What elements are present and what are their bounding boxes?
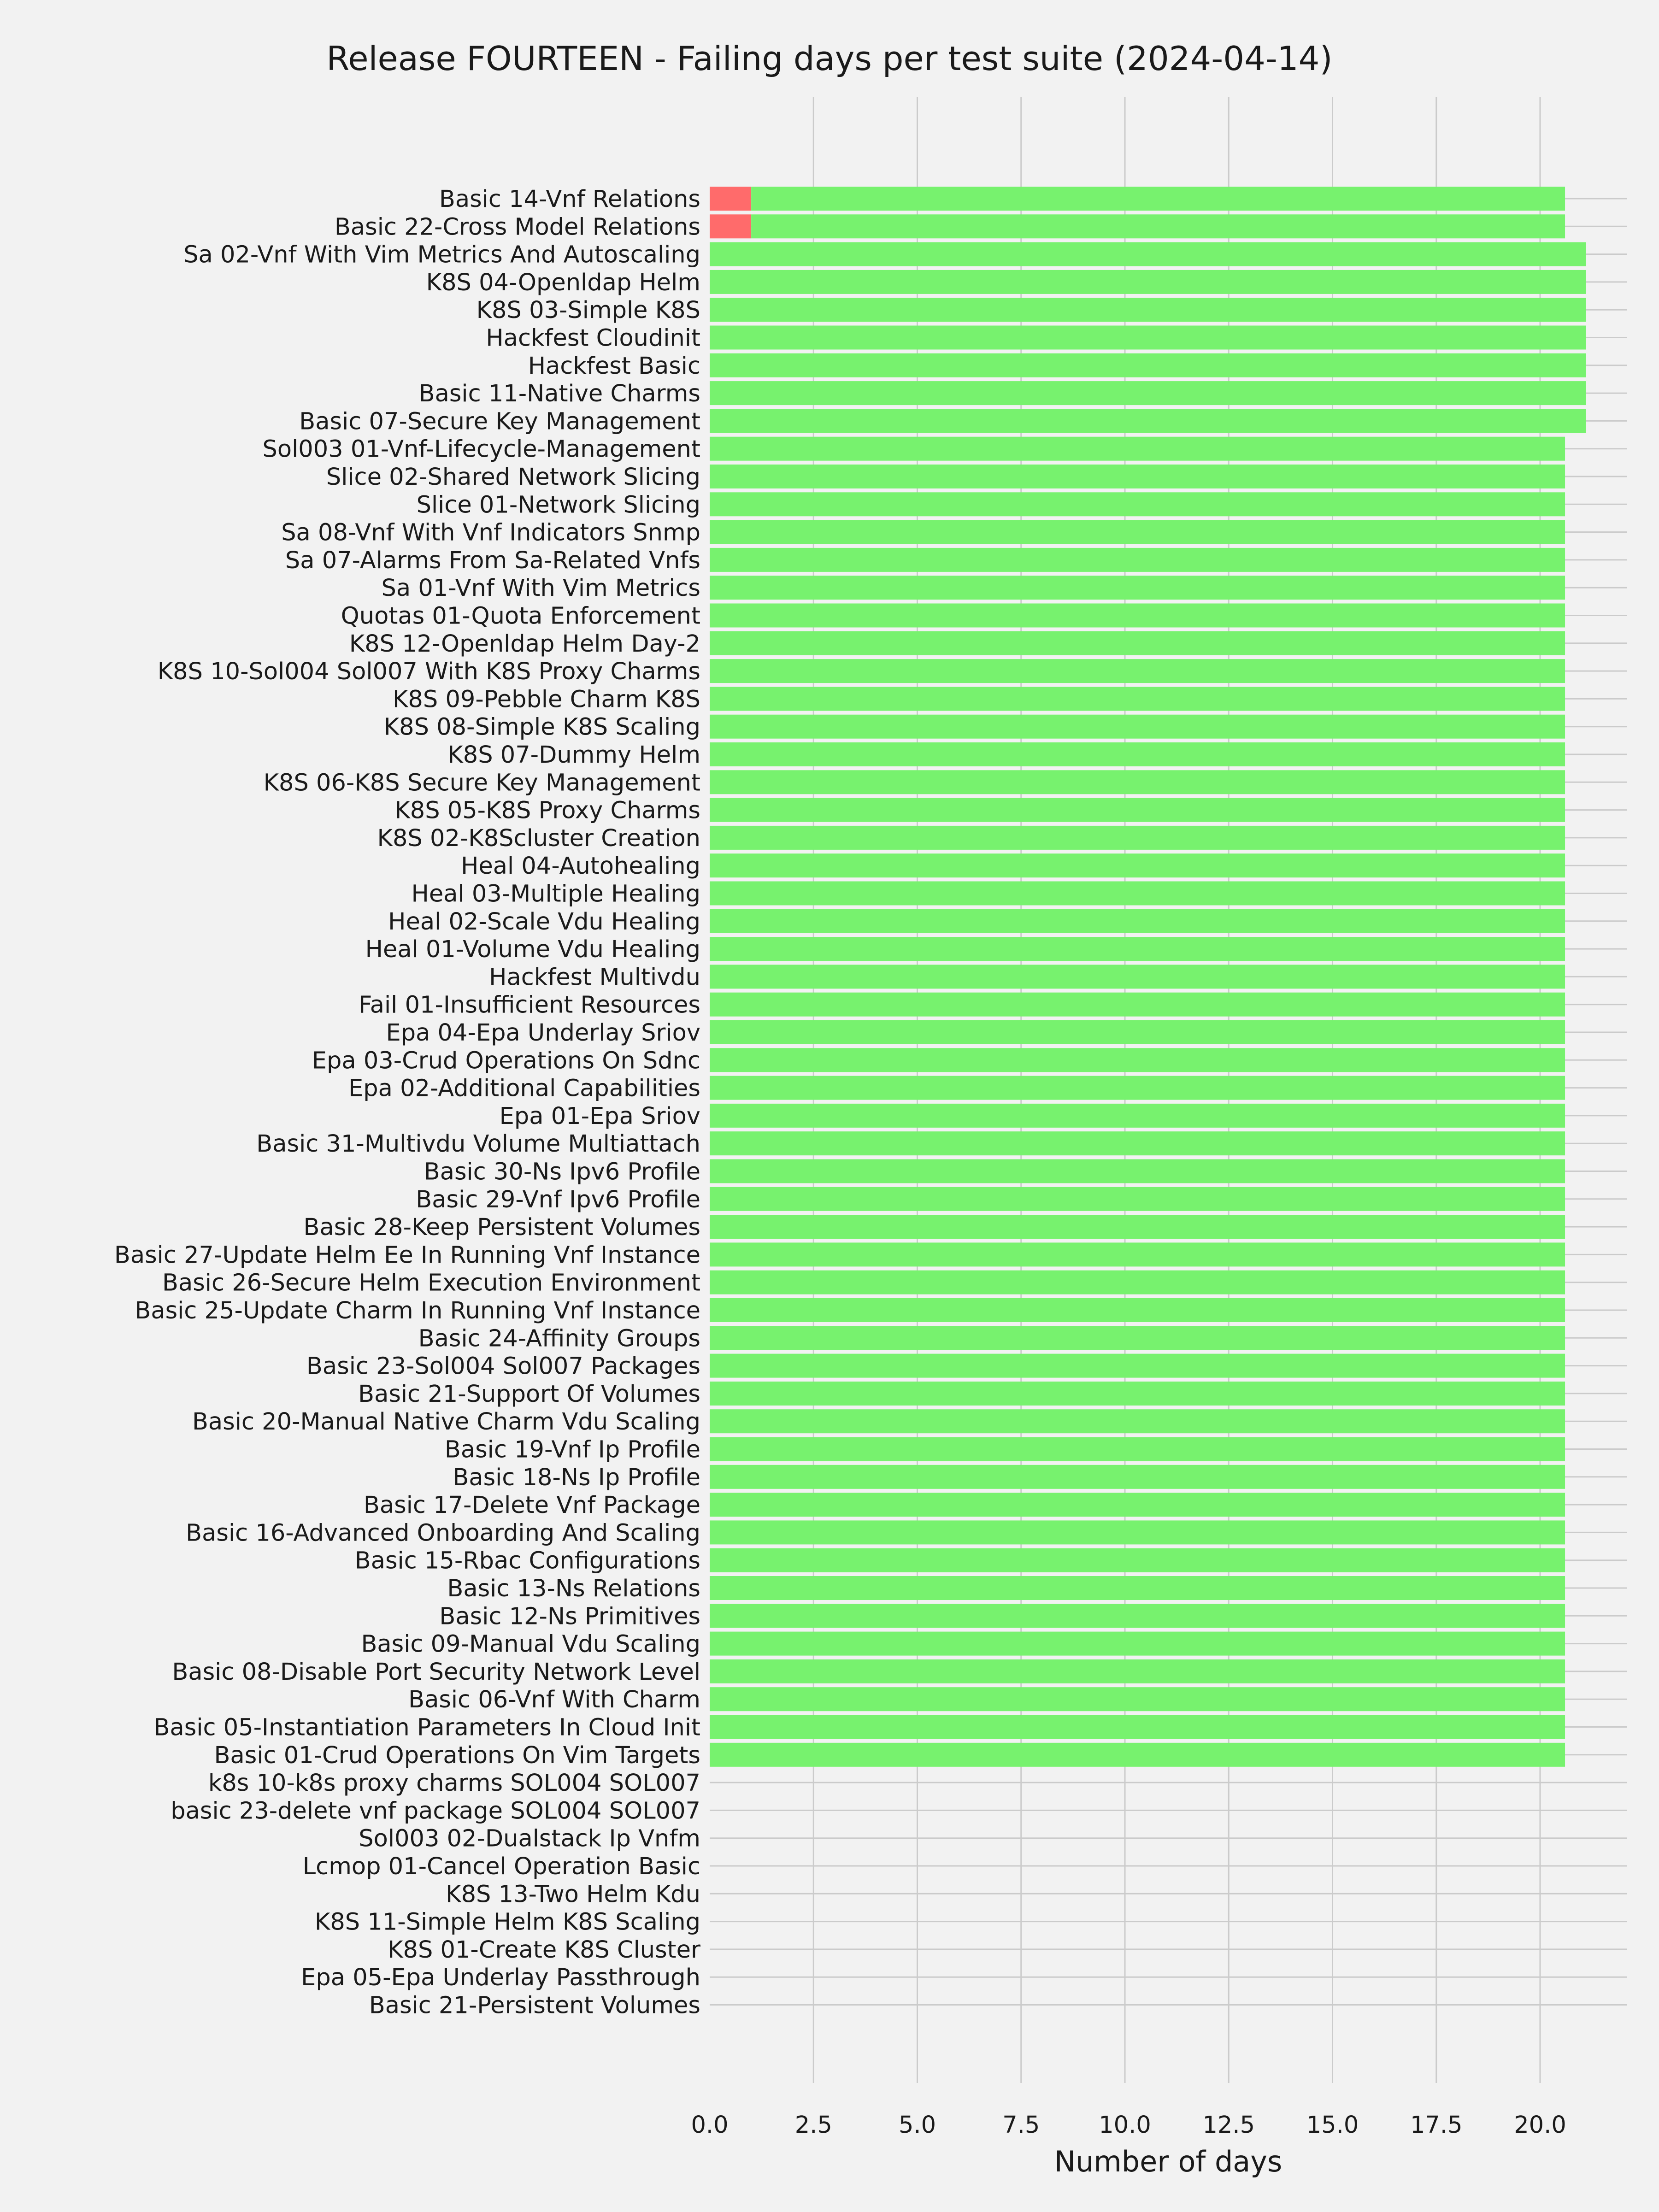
bar-passing <box>710 631 1565 655</box>
bar-passing <box>710 1659 1565 1683</box>
y-tick-label: Sol003 02-Dualstack Ip Vnfm <box>359 1825 700 1853</box>
bar-passing <box>710 1242 1565 1266</box>
y-tick-label: Basic 28-Keep Persistent Volumes <box>303 1214 700 1241</box>
y-tick-label: K8S 08-Simple K8S Scaling <box>383 713 700 741</box>
y-tick-label: Lcmop 01-Cancel Operation Basic <box>302 1853 700 1880</box>
y-tick-label: Basic 31-Multivdu Volume Multiattach <box>256 1130 700 1158</box>
bar-passing <box>710 242 1586 266</box>
bar-passing <box>710 1548 1565 1572</box>
bar-passing <box>710 1604 1565 1628</box>
y-tick-label: Slice 02-Shared Network Slicing <box>326 464 700 491</box>
y-tick-label: Basic 13-Ns Relations <box>447 1575 700 1602</box>
bar-passing <box>710 882 1565 906</box>
x-tick-label: 2.5 <box>794 2112 832 2139</box>
bar-failing <box>710 214 751 238</box>
y-tick-label: basic 23-delete vnf package SOL004 SOL007 <box>171 1797 700 1825</box>
bar-passing <box>710 742 1565 766</box>
y-tick-label: Hackfest Basic <box>528 352 700 380</box>
x-tick-label: 12.5 <box>1202 2112 1255 2139</box>
y-tick-label: Basic 06-Vnf With Charm <box>408 1686 700 1714</box>
y-tick-label: K8S 13-Two Helm Kdu <box>446 1881 700 1908</box>
y-tick-label: Heal 01-Volume Vdu Healing <box>365 936 700 964</box>
y-tick-label: k8s 10-k8s proxy charms SOL004 SOL007 <box>208 1770 700 1797</box>
bar-passing <box>710 465 1565 488</box>
y-tick-label: Basic 23-Sol004 Sol007 Packages <box>306 1353 700 1380</box>
y-tick-label: Basic 29-Vnf Ipv6 Profile <box>416 1186 700 1213</box>
y-tick-label: K8S 04-Openldap Helm <box>426 269 700 296</box>
bar-passing <box>710 937 1565 961</box>
y-tick-label: Basic 09-Manual Vdu Scaling <box>361 1630 700 1658</box>
y-tick-label: K8S 01-Create K8S Cluster <box>388 1936 700 1964</box>
y-tick-label: Sa 02-Vnf With Vim Metrics And Autoscaling <box>183 241 700 269</box>
y-tick-label: K8S 05-K8S Proxy Charms <box>394 797 700 824</box>
bar-passing <box>710 298 1586 322</box>
y-tick-label: Heal 02-Scale Vdu Healing <box>388 908 700 935</box>
bar-passing <box>710 492 1565 516</box>
bar-passing <box>710 965 1565 988</box>
bar-passing <box>710 1271 1565 1294</box>
y-tick-label: Fail 01-Insufficient Resources <box>359 991 700 1019</box>
y-tick-label: Epa 03-Crud Operations On Sdnc <box>312 1047 700 1075</box>
bar-failing <box>710 187 751 211</box>
y-tick-label: Basic 30-Ns Ipv6 Profile <box>424 1158 700 1186</box>
bar-passing <box>710 1298 1565 1322</box>
bar-passing <box>710 798 1565 822</box>
x-tick-label: 17.5 <box>1410 2112 1463 2139</box>
y-tick-label: K8S 12-Openldap Helm Day-2 <box>349 630 700 658</box>
y-tick-label: K8S 09-Pebble Charm K8S <box>392 686 700 713</box>
bar-passing <box>710 548 1565 572</box>
x-tick-label: 10.0 <box>1099 2112 1151 2139</box>
bar-passing <box>710 715 1565 739</box>
y-tick-label: Basic 08-Disable Port Security Network Level <box>172 1658 700 1686</box>
bar-passing <box>710 1687 1565 1711</box>
bar-passing <box>710 1493 1565 1517</box>
bar-passing <box>710 826 1565 850</box>
y-tick-label: Basic 12-Ns Primitives <box>439 1603 700 1630</box>
bar-passing <box>710 1382 1565 1406</box>
bar-passing <box>710 1715 1565 1739</box>
bar-passing <box>710 1354 1565 1378</box>
y-tick-label: Sa 08-Vnf With Vnf Indicators Snmp <box>281 519 700 547</box>
bar-passing <box>710 1048 1565 1072</box>
y-tick-label: Basic 11-Native Charms <box>418 380 700 408</box>
chart-title: Release FOURTEEN - Failing days per test suite (2024-04-14) <box>326 39 1333 78</box>
bar-passing <box>710 381 1586 405</box>
y-tick-label: Hackfest Cloudinit <box>486 324 700 352</box>
bar-passing <box>710 1632 1565 1656</box>
bar-passing <box>710 687 1565 711</box>
bar-passing <box>710 1465 1565 1489</box>
y-tick-label: K8S 07-Dummy Helm <box>447 741 700 769</box>
bar-passing <box>710 1215 1565 1239</box>
y-tick-label: Epa 05-Epa Underlay Passthrough <box>301 1964 700 1992</box>
y-tick-label: K8S 02-K8Scluster Creation <box>377 824 700 852</box>
y-tick-label: Basic 17-Delete Vnf Package <box>363 1492 700 1519</box>
bar-passing <box>751 187 1565 211</box>
y-tick-label: Sol003 01-Vnf-Lifecycle-Management <box>262 435 700 463</box>
bar-passing <box>710 1326 1565 1350</box>
y-tick-label: Basic 20-Manual Native Charm Vdu Scaling <box>192 1408 700 1436</box>
y-tick-label: K8S 03-Simple K8S <box>476 297 700 324</box>
bar-passing <box>710 1104 1565 1128</box>
y-tick-label: Basic 26-Secure Helm Execution Environment <box>162 1269 700 1297</box>
y-tick-label: Quotas 01-Quota Enforcement <box>341 602 700 630</box>
bar-passing <box>710 993 1565 1017</box>
bar-passing <box>710 520 1565 544</box>
y-tick-label: Epa 02-Additional Capabilities <box>348 1075 700 1102</box>
y-tick-label: Basic 27-Update Helm Ee In Running Vnf Instance <box>114 1241 700 1269</box>
bar-passing <box>710 1437 1565 1461</box>
y-tick-label: Epa 04-Epa Underlay Sriov <box>386 1019 700 1047</box>
x-tick-label: 20.0 <box>1514 2112 1566 2139</box>
y-tick-label: Sa 01-Vnf With Vim Metrics <box>381 575 700 602</box>
y-tick-label: Basic 21-Persistent Volumes <box>369 1992 700 2019</box>
y-tick-label: Basic 18-Ns Ip Profile <box>453 1464 700 1491</box>
y-tick-label: Basic 07-Secure Key Management <box>299 408 700 435</box>
bar-passing <box>710 353 1586 377</box>
bar-passing <box>710 326 1586 350</box>
y-tick-label: Sa 07-Alarms From Sa-Related Vnfs <box>285 547 700 574</box>
bar-passing <box>710 1576 1565 1600</box>
y-tick-label: Basic 24-Affinity Groups <box>418 1325 700 1353</box>
bar-passing <box>710 270 1586 294</box>
y-tick-label: Basic 15-Rbac Configurations <box>354 1547 700 1575</box>
y-tick-label: Heal 04-Autohealing <box>461 853 700 880</box>
bar-passing <box>710 1187 1565 1211</box>
bar-passing <box>710 909 1565 933</box>
x-axis-label: Number of days <box>1054 2145 1282 2178</box>
bar-passing <box>710 604 1565 628</box>
x-tick-label: 15.0 <box>1306 2112 1359 2139</box>
x-tick-label: 0.0 <box>691 2112 729 2139</box>
y-tick-label: K8S 10-Sol004 Sol007 With K8S Proxy Charms <box>157 658 700 686</box>
y-tick-label: Basic 22-Cross Model Relations <box>334 213 700 241</box>
bar-passing <box>710 659 1565 683</box>
y-tick-label: K8S 11-Simple Helm K8S Scaling <box>314 1908 700 1936</box>
y-tick-label: Basic 05-Instantiation Parameters In Cloud Init <box>153 1714 700 1741</box>
y-tick-label: Basic 16-Advanced Onboarding And Scaling <box>186 1519 700 1547</box>
bar-passing <box>710 437 1565 461</box>
bar-passing <box>710 853 1565 877</box>
bar-passing <box>710 1076 1565 1100</box>
y-tick-label: Slice 01-Network Slicing <box>416 491 700 519</box>
x-tick-label: 5.0 <box>898 2112 936 2139</box>
bar-passing <box>710 1131 1565 1155</box>
y-tick-label: Basic 01-Crud Operations On Vim Targets <box>214 1741 700 1769</box>
y-tick-label: Basic 14-Vnf Relations <box>439 186 700 213</box>
y-tick-label: Basic 25-Update Charm In Running Vnf Instance <box>135 1297 700 1324</box>
y-tick-label: K8S 06-K8S Secure Key Management <box>263 769 700 797</box>
x-tick-labels <box>691 2112 1566 2139</box>
bar-passing <box>710 1409 1565 1433</box>
bar-passing <box>751 214 1565 238</box>
x-tick-label: 7.5 <box>1002 2112 1040 2139</box>
bar-passing <box>710 770 1565 794</box>
bar-passing <box>710 1159 1565 1183</box>
bar-passing <box>710 1020 1565 1044</box>
bar-passing <box>710 1520 1565 1544</box>
y-tick-label: Basic 19-Vnf Ip Profile <box>444 1436 700 1464</box>
y-tick-label: Basic 21-Support Of Volumes <box>358 1380 700 1408</box>
y-tick-label: Heal 03-Multiple Healing <box>411 880 700 908</box>
bar-passing <box>710 1743 1565 1767</box>
y-tick-label: Epa 01-Epa Sriov <box>499 1102 700 1130</box>
bar-passing <box>710 409 1586 433</box>
bar-passing <box>710 576 1565 600</box>
bar-layer <box>710 187 1586 1767</box>
y-tick-label: Hackfest Multivdu <box>489 964 700 991</box>
